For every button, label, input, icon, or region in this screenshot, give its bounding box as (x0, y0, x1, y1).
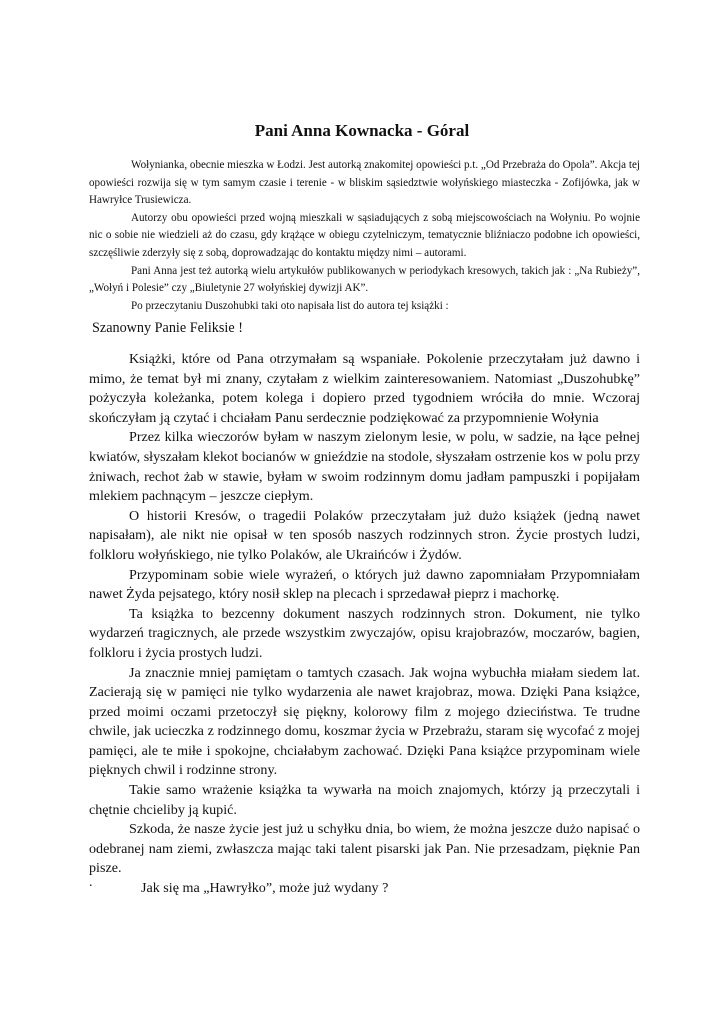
letter-paragraph: Ta książka to bezcenny dokument naszych rodzinnych stron. Dokument, nie tylko wydarzeń tragicznych, ale przede wszystkim zwyczajów, opisu krajobrazów, moczarów, bagien, folkloru i życia prostych ludzi. (89, 605, 640, 661)
intro-paragraph: Po przeczytaniu Duszohubki taki oto napisała list do autora tej książki : (131, 299, 449, 312)
letter-paragraph: Przez kilka wieczorów byłam w naszym zielonym lesie, w polu, w sadzie, na łące pełnej kwiatów, słyszałam klekot bocianów w gnieździe na stodole, słyszałam ostrzenie kos w polu przy żniwach, rechot żab w stawie, byłam w swoim rodzinnym domu jadłam pampuszki i popijałam mlekiem pachnącym – jeszcze ciepłym. (89, 429, 640, 505)
intro-section (89, 157, 640, 315)
letter-paragraph: Takie samo wrażenie książka ta wywarła na moich znajomych, którzy ją przeczytali i chętnie chcieliby ją kupić. (89, 782, 640, 818)
letter-paragraph: O historii Kresów, o tragedii Polaków przeczytałam już dużo książek (jedną nawet napisałam), ale nikt nie opisał w ten sposób naszych rodzinnych stron. Życie prostych ludzi, folkloru wołyńskiego, nie tylko Polaków, ale Ukraińców i Żydów. (89, 507, 640, 563)
intro-paragraph: Autorzy obu opowieści przed wojną mieszkali w sąsiadujących z sobą miejscowościach na Wołyniu. Po wojnie nic o sobie nie wiedzieli aż do czasu, gdy krążące w obiegu czytelniczym, tematycznie bliźniaczo podobne ich opowieści, szczęśliwie zderzyły się z sobą, doprowadzając do kontaktu między nimi – autorami. (89, 211, 640, 259)
document-title: Pani Anna Kownacka - Góral (254, 121, 470, 140)
trailing-mark: . (89, 875, 93, 890)
letter-greeting: Szanowny Panie Feliksie ! (92, 320, 243, 336)
intro-paragraph: Pani Anna jest też autorką wielu artykułów publikowanych w periodykach kresowych, takich jak : „Na Rubieży”, „Wołyń i Polesie” czy „Biuletynie 27 wołyńskiej dywizji AK”. (89, 264, 640, 295)
letter-paragraph: Przypominam sobie wiele wyrażeń, o których już dawno zapomniałam Przypomniałam nawet Żyda pejsatego, który nosił sklep na plecach i sprzedawał pieprz i machorkę. (89, 566, 640, 603)
letter-paragraph: Książki, które od Pana otrzymałam są wspaniałe. Pokolenie przeczytałam już dawno i mimo, że temat był mi znany, czytałam z wielkim zainteresowaniem. Natomiast „Duszohubkę” pożyczyła koleżanka, potem kolega i dopiero przed tygodniem wróciła do mnie. Wczoraj skończyłam ją czytać i chciałam Panu serdecznie podziękować za przypomnienie Wołynia (89, 351, 640, 426)
letter-paragraph: Szkoda, że nasze życie jest już u schyłku dnia, bo wiem, że można jeszcze dużo napisać o odebranej nam ziemi, zwłaszcza mając taki talent pisarski jak Pan. Nie przesadzam, pięknie Pan pisze. (89, 821, 640, 877)
letter-paragraph: Ja znacznie mniej pamiętam o tamtych czasach. Jak wojna wybuchła miałam siedem lat. Zacierają się w pamięci nie tylko wydarzenia ale nawet krajobraz, mowa. Dzięki Pana książce, przed moimi oczami przetoczył się piękny, kolorowy film z mojego dzieciństwa. Te trudne chwile, jak ucieczka z rodzinnego domu, koszmar życia w Przebrażu, staram się wycofać z mojej pamięci, ale te miłe i spokojne, chciałabym zachować. Dzięki Pana książce przypominam wiele pięknych chwil i rodzinne strony. (89, 664, 640, 779)
intro-paragraph: Wołynianka, obecnie mieszka w Łodzi. Jest autorką znakomitej opowieści p.t. „Od Przebraża do Opola”. Akcja tej opowieści rozwija się w tym samym czasie i terenie - w bliskim sąsiedztwie wołyńskiego miasteczka - Zofijówka, jak w Hawryłce Trusiewicza. (89, 159, 640, 207)
letter-closing-line: Jak się ma „Hawryłko”, może już wydany ? (141, 880, 389, 897)
letter-body (89, 350, 640, 899)
